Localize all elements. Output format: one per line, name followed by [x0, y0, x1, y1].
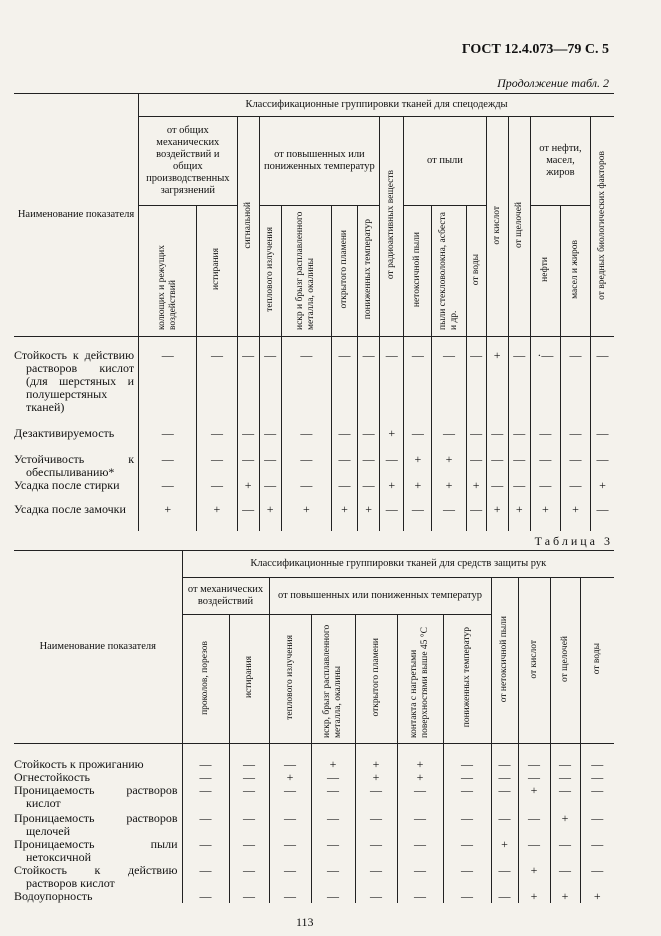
- cell-value: +: [593, 889, 601, 903]
- cell-value: —: [242, 452, 255, 466]
- cell-value: —: [362, 348, 375, 362]
- table-3: [14, 550, 614, 903]
- cell-value: +: [341, 502, 348, 516]
- column-header: от радиоактивных веществ: [380, 117, 404, 337]
- cell-value: +: [329, 757, 337, 771]
- cell-value: —: [243, 783, 255, 797]
- column-header: истирания: [197, 206, 237, 337]
- cell-value: —: [528, 770, 540, 784]
- row-label: Устойчивость к обеспыливанию*: [14, 452, 135, 479]
- cell-value: —: [210, 348, 223, 362]
- cell-value: —: [300, 426, 313, 440]
- cell-value: ·—: [537, 348, 554, 362]
- column-header: от вредных биологических факторов: [591, 117, 614, 337]
- cell-value: —: [362, 426, 375, 440]
- cell-value: —: [327, 863, 339, 877]
- column-header: колющих и режущих воздействий: [139, 206, 197, 337]
- cell-value: +: [515, 502, 523, 516]
- cell-value: —: [243, 837, 255, 851]
- cell-value: +: [561, 811, 569, 825]
- cell-value: —: [513, 478, 526, 492]
- cell-value: —: [569, 348, 582, 362]
- row-label: Усадка после стирки: [14, 478, 120, 492]
- cell-value: —: [264, 478, 277, 492]
- cell-value: —: [491, 452, 504, 466]
- cell-value: —: [528, 837, 540, 851]
- cell-value: —: [411, 348, 424, 362]
- cell-value: +: [416, 757, 424, 771]
- cell-value: +: [472, 478, 480, 492]
- cell-value: —: [528, 757, 540, 771]
- super-header: Классификационные группировки тканей для спецодежды: [139, 94, 614, 117]
- cell-value: +: [530, 783, 538, 797]
- cell-value: —: [470, 452, 483, 466]
- cell-value: —: [569, 426, 582, 440]
- cell-value: +: [561, 889, 569, 903]
- column-header: пониженных температур: [443, 615, 491, 744]
- cell-value: —: [370, 863, 382, 877]
- cell-value: —: [596, 452, 609, 466]
- row-label: Стойкость к прожиганию: [14, 757, 144, 771]
- cell-value: —: [210, 426, 223, 440]
- row-label: Огнестойкость: [14, 770, 91, 784]
- cell-value: —: [284, 889, 296, 903]
- column-header: от воды: [580, 578, 614, 744]
- cell-value: —: [161, 348, 174, 362]
- cell-value: —: [362, 452, 375, 466]
- cell-value: —: [300, 478, 313, 492]
- cell-value: —: [284, 811, 296, 825]
- row-header-cell: Наименование показателя: [14, 94, 139, 337]
- group-header: от общих механических воздействий и общих производственных загрязнений: [139, 117, 237, 206]
- cell-value: —: [461, 757, 473, 771]
- cell-value: —: [461, 889, 473, 903]
- cell-value: —: [596, 502, 609, 516]
- cell-value: —: [338, 426, 351, 440]
- column-header: контакта с нагретыми поверхностями выше 45 °С: [397, 615, 443, 744]
- cell-value: —: [199, 837, 212, 851]
- cell-value: —: [491, 478, 504, 492]
- cell-value: —: [327, 837, 339, 851]
- cell-value: —: [470, 348, 483, 362]
- cell-value: —: [338, 452, 351, 466]
- cell-value: —: [591, 757, 604, 771]
- cell-value: —: [284, 837, 296, 851]
- cell-value: —: [442, 348, 455, 362]
- group-header: от нефти, масел, жиров: [530, 117, 590, 206]
- cell-value: —: [161, 452, 174, 466]
- cell-value: +: [213, 502, 221, 516]
- cell-value: +: [572, 502, 579, 516]
- cell-value: —: [210, 478, 223, 492]
- cell-value: —: [385, 452, 398, 466]
- cell-value: +: [530, 889, 538, 903]
- cell-value: —: [199, 757, 212, 771]
- cell-value: +: [372, 757, 380, 771]
- row-label: Проницаемость пыли нетоксичной: [14, 837, 178, 864]
- table-row: [14, 864, 614, 890]
- cell-value: +: [445, 478, 453, 492]
- row-label: Дезактивируемость: [14, 426, 115, 440]
- cell-value: —: [414, 837, 426, 851]
- cell-value: +: [286, 770, 294, 784]
- cell-value: —: [591, 770, 604, 784]
- cell-value: —: [528, 811, 540, 825]
- column-header: искр и брызг расплавленного металла, окалины: [281, 206, 331, 337]
- group-header: от пыли: [404, 117, 486, 206]
- cell-value: +: [372, 770, 380, 784]
- cell-value: —: [539, 478, 552, 492]
- column-header: пыли стекловолокна, асбеста и др.: [432, 206, 466, 337]
- cell-value: +: [414, 452, 422, 466]
- cell-value: —: [284, 863, 296, 877]
- column-header: проколов, порезов: [182, 615, 229, 744]
- row-header-cell: Наименование показателя: [14, 551, 182, 744]
- cell-value: +: [445, 452, 453, 466]
- column-header: истирания: [229, 615, 269, 744]
- cell-value: —: [498, 757, 511, 771]
- cell-value: +: [599, 478, 606, 492]
- cell-value: —: [461, 837, 473, 851]
- cell-value: —: [300, 452, 313, 466]
- table-3-title: Таблица 3: [534, 534, 613, 548]
- cell-value: —: [161, 426, 174, 440]
- cell-value: —: [243, 770, 255, 784]
- cell-value: —: [559, 863, 571, 877]
- cell-value: —: [591, 811, 604, 825]
- column-header: масел и жиров: [560, 206, 590, 337]
- cell-value: —: [498, 811, 511, 825]
- cell-value: —: [461, 863, 473, 877]
- cell-value: —: [559, 783, 571, 797]
- table-row: [14, 812, 614, 838]
- cell-value: —: [243, 889, 255, 903]
- cell-value: —: [243, 811, 255, 825]
- cell-value: —: [327, 783, 339, 797]
- cell-value: —: [442, 502, 455, 516]
- cell-value: +: [542, 502, 549, 516]
- cell-value: —: [338, 478, 351, 492]
- cell-value: —: [461, 783, 473, 797]
- cell-value: —: [264, 348, 277, 362]
- column-header: от воды: [466, 206, 486, 337]
- cell-value: —: [498, 889, 511, 903]
- cell-value: —: [370, 811, 382, 825]
- cell-value: —: [264, 452, 277, 466]
- cell-value: —: [243, 757, 255, 771]
- cell-value: —: [569, 452, 582, 466]
- cell-value: +: [388, 478, 396, 492]
- table-row: [14, 337, 614, 428]
- cell-value: —: [461, 811, 473, 825]
- column-header: искр, брызг расплавленного металла, окалины: [311, 615, 355, 744]
- cell-value: +: [302, 502, 310, 516]
- cell-value: —: [596, 426, 609, 440]
- cell-value: +: [244, 478, 252, 492]
- cell-value: —: [498, 783, 511, 797]
- cell-value: —: [414, 783, 426, 797]
- cell-value: —: [513, 452, 526, 466]
- cell-value: —: [461, 770, 473, 784]
- cell-value: —: [338, 348, 351, 362]
- column-header: пониженных температур: [358, 206, 380, 337]
- row-label: Стойкость к действию растворов кислот (для шерстяных и полушерстяных тканей): [14, 348, 135, 414]
- cell-value: —: [327, 889, 339, 903]
- column-header: открытого пламени: [355, 615, 397, 744]
- column-header: теплового излучения: [259, 206, 281, 337]
- table-row: [14, 890, 614, 903]
- cell-value: —: [559, 757, 571, 771]
- cell-value: —: [264, 426, 277, 440]
- row-label: Проницаемость растворов кислот: [14, 783, 178, 810]
- continuation-label: Продолжение табл. 2: [497, 76, 609, 90]
- cell-value: —: [414, 811, 426, 825]
- cell-value: —: [362, 478, 375, 492]
- cell-value: —: [300, 348, 313, 362]
- column-header: от кислот: [486, 117, 508, 337]
- table-2: [14, 93, 614, 531]
- cell-value: —: [199, 770, 212, 784]
- row-label: Водоупорность: [14, 889, 93, 903]
- cell-value: —: [242, 348, 255, 362]
- cell-value: +: [164, 502, 172, 516]
- cell-value: +: [414, 478, 422, 492]
- cell-value: —: [385, 502, 398, 516]
- column-header: теплового излучения: [269, 615, 311, 744]
- cell-value: —: [199, 811, 212, 825]
- cell-value: —: [539, 452, 552, 466]
- cell-value: +: [493, 502, 501, 516]
- table-row: [14, 838, 614, 864]
- cell-value: —: [284, 757, 296, 771]
- cell-value: +: [501, 837, 508, 851]
- table-row: [14, 427, 614, 453]
- row-label: Стойкость к действию растворов кислот: [14, 863, 178, 890]
- cell-value: —: [539, 426, 552, 440]
- column-header: от нетоксичной пыли: [491, 578, 518, 744]
- column-header: от щелочей: [550, 578, 580, 744]
- table-row: [14, 744, 614, 772]
- cell-value: +: [388, 426, 396, 440]
- cell-value: —: [470, 426, 483, 440]
- cell-value: —: [210, 452, 223, 466]
- group-header: от повышенных или пониженных температур: [259, 117, 380, 206]
- cell-value: —: [411, 502, 424, 516]
- column-header: открытого пламени: [331, 206, 357, 337]
- column-header: сигнальной: [237, 117, 259, 337]
- cell-value: —: [199, 783, 212, 797]
- cell-value: —: [513, 426, 526, 440]
- column-header: от щелочей: [508, 117, 530, 337]
- cell-value: —: [559, 837, 571, 851]
- group-header: от механических воздействий: [182, 578, 269, 615]
- cell-value: —: [442, 426, 455, 440]
- cell-value: —: [161, 478, 174, 492]
- cell-value: —: [596, 348, 609, 362]
- cell-value: —: [591, 837, 604, 851]
- cell-value: —: [199, 863, 212, 877]
- cell-value: —: [498, 863, 511, 877]
- column-header: от кислот: [518, 578, 550, 744]
- column-header: нетоксичной пыли: [404, 206, 432, 337]
- cell-value: +: [493, 348, 501, 362]
- cell-value: —: [199, 889, 212, 903]
- cell-value: —: [591, 783, 604, 797]
- cell-value: —: [491, 426, 504, 440]
- table-row: [14, 503, 614, 531]
- cell-value: —: [414, 863, 426, 877]
- cell-value: +: [365, 502, 372, 516]
- group-header: от повышенных или пониженных температур: [269, 578, 491, 615]
- cell-value: —: [242, 426, 255, 440]
- cell-value: +: [530, 863, 538, 877]
- cell-value: +: [416, 770, 424, 784]
- cell-value: —: [513, 348, 526, 362]
- cell-value: —: [414, 889, 426, 903]
- cell-value: —: [370, 889, 382, 903]
- row-label: Проницаемость растворов щелочей: [14, 811, 178, 838]
- super-header: Классификационные группировки тканей для средств защиты рук: [182, 551, 614, 578]
- cell-value: —: [591, 863, 604, 877]
- column-header: нефти: [530, 206, 560, 337]
- cell-value: —: [411, 426, 424, 440]
- cell-value: +: [266, 502, 274, 516]
- cell-value: —: [498, 770, 511, 784]
- cell-value: —: [370, 783, 382, 797]
- document-header: ГОСТ 12.4.073—79 С. 5: [461, 42, 609, 57]
- row-label: Усадка после замочки: [14, 502, 126, 516]
- table-row: [14, 784, 614, 812]
- cell-value: —: [470, 502, 483, 516]
- table-row: [14, 453, 614, 479]
- cell-value: —: [243, 863, 255, 877]
- cell-value: —: [327, 811, 339, 825]
- cell-value: —: [284, 783, 296, 797]
- page-number: 113: [296, 915, 314, 929]
- cell-value: —: [569, 478, 582, 492]
- cell-value: —: [385, 348, 398, 362]
- cell-value: —: [242, 502, 255, 516]
- table-row: [14, 479, 614, 503]
- cell-value: —: [327, 770, 339, 784]
- cell-value: —: [370, 837, 382, 851]
- cell-value: —: [559, 770, 571, 784]
